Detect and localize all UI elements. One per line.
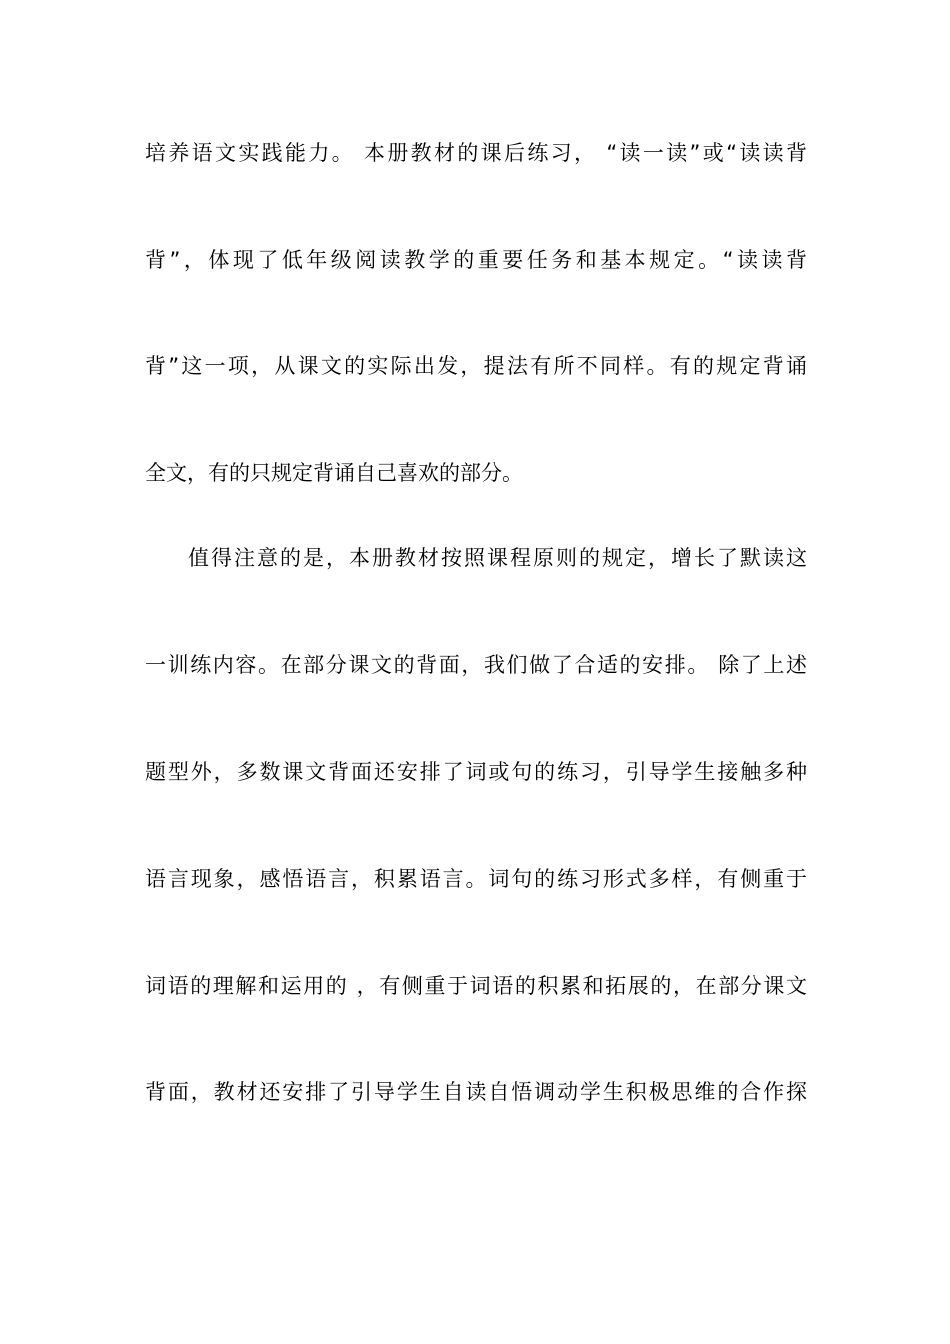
text-line-6: 一训练内容。在部分课文的背面，我们做了合适的安排。 除了上述 [145, 653, 807, 677]
paragraph-start-line: 值得注意的是，本册教材按照课程原则的规定，增长了默读这 [188, 546, 807, 570]
text-line-10: 背面，教材还安排了引导学生自读自悟调动学生积极思维的合作探 [145, 1080, 807, 1104]
text-line-2: 背”，体现了低年级阅读教学的重要任务和基本规定。“读读背 [145, 248, 807, 272]
text-line-9: 词语的理解和运用的 ，有侧重于词语的积累和拓展的，在部分课文 [145, 974, 807, 998]
text-line-1: 培养语文实践能力。 本册教材的课后练习， “读一读”或“读读背 [145, 141, 807, 165]
text-line-8: 语言现象，感悟语言，积累语言。词句的练习形式多样，有侧重于 [145, 867, 807, 891]
text-line-4: 全文，有的只规定背诵自己喜欢的部分。 [145, 461, 523, 485]
text-line-7: 题型外，多数课文背面还安排了词或句的练习，引导学生接触多种 [145, 760, 807, 784]
text-line-3: 背”这一项，从课文的实际出发，提法有所不同样。有的规定背诵 [145, 354, 807, 378]
